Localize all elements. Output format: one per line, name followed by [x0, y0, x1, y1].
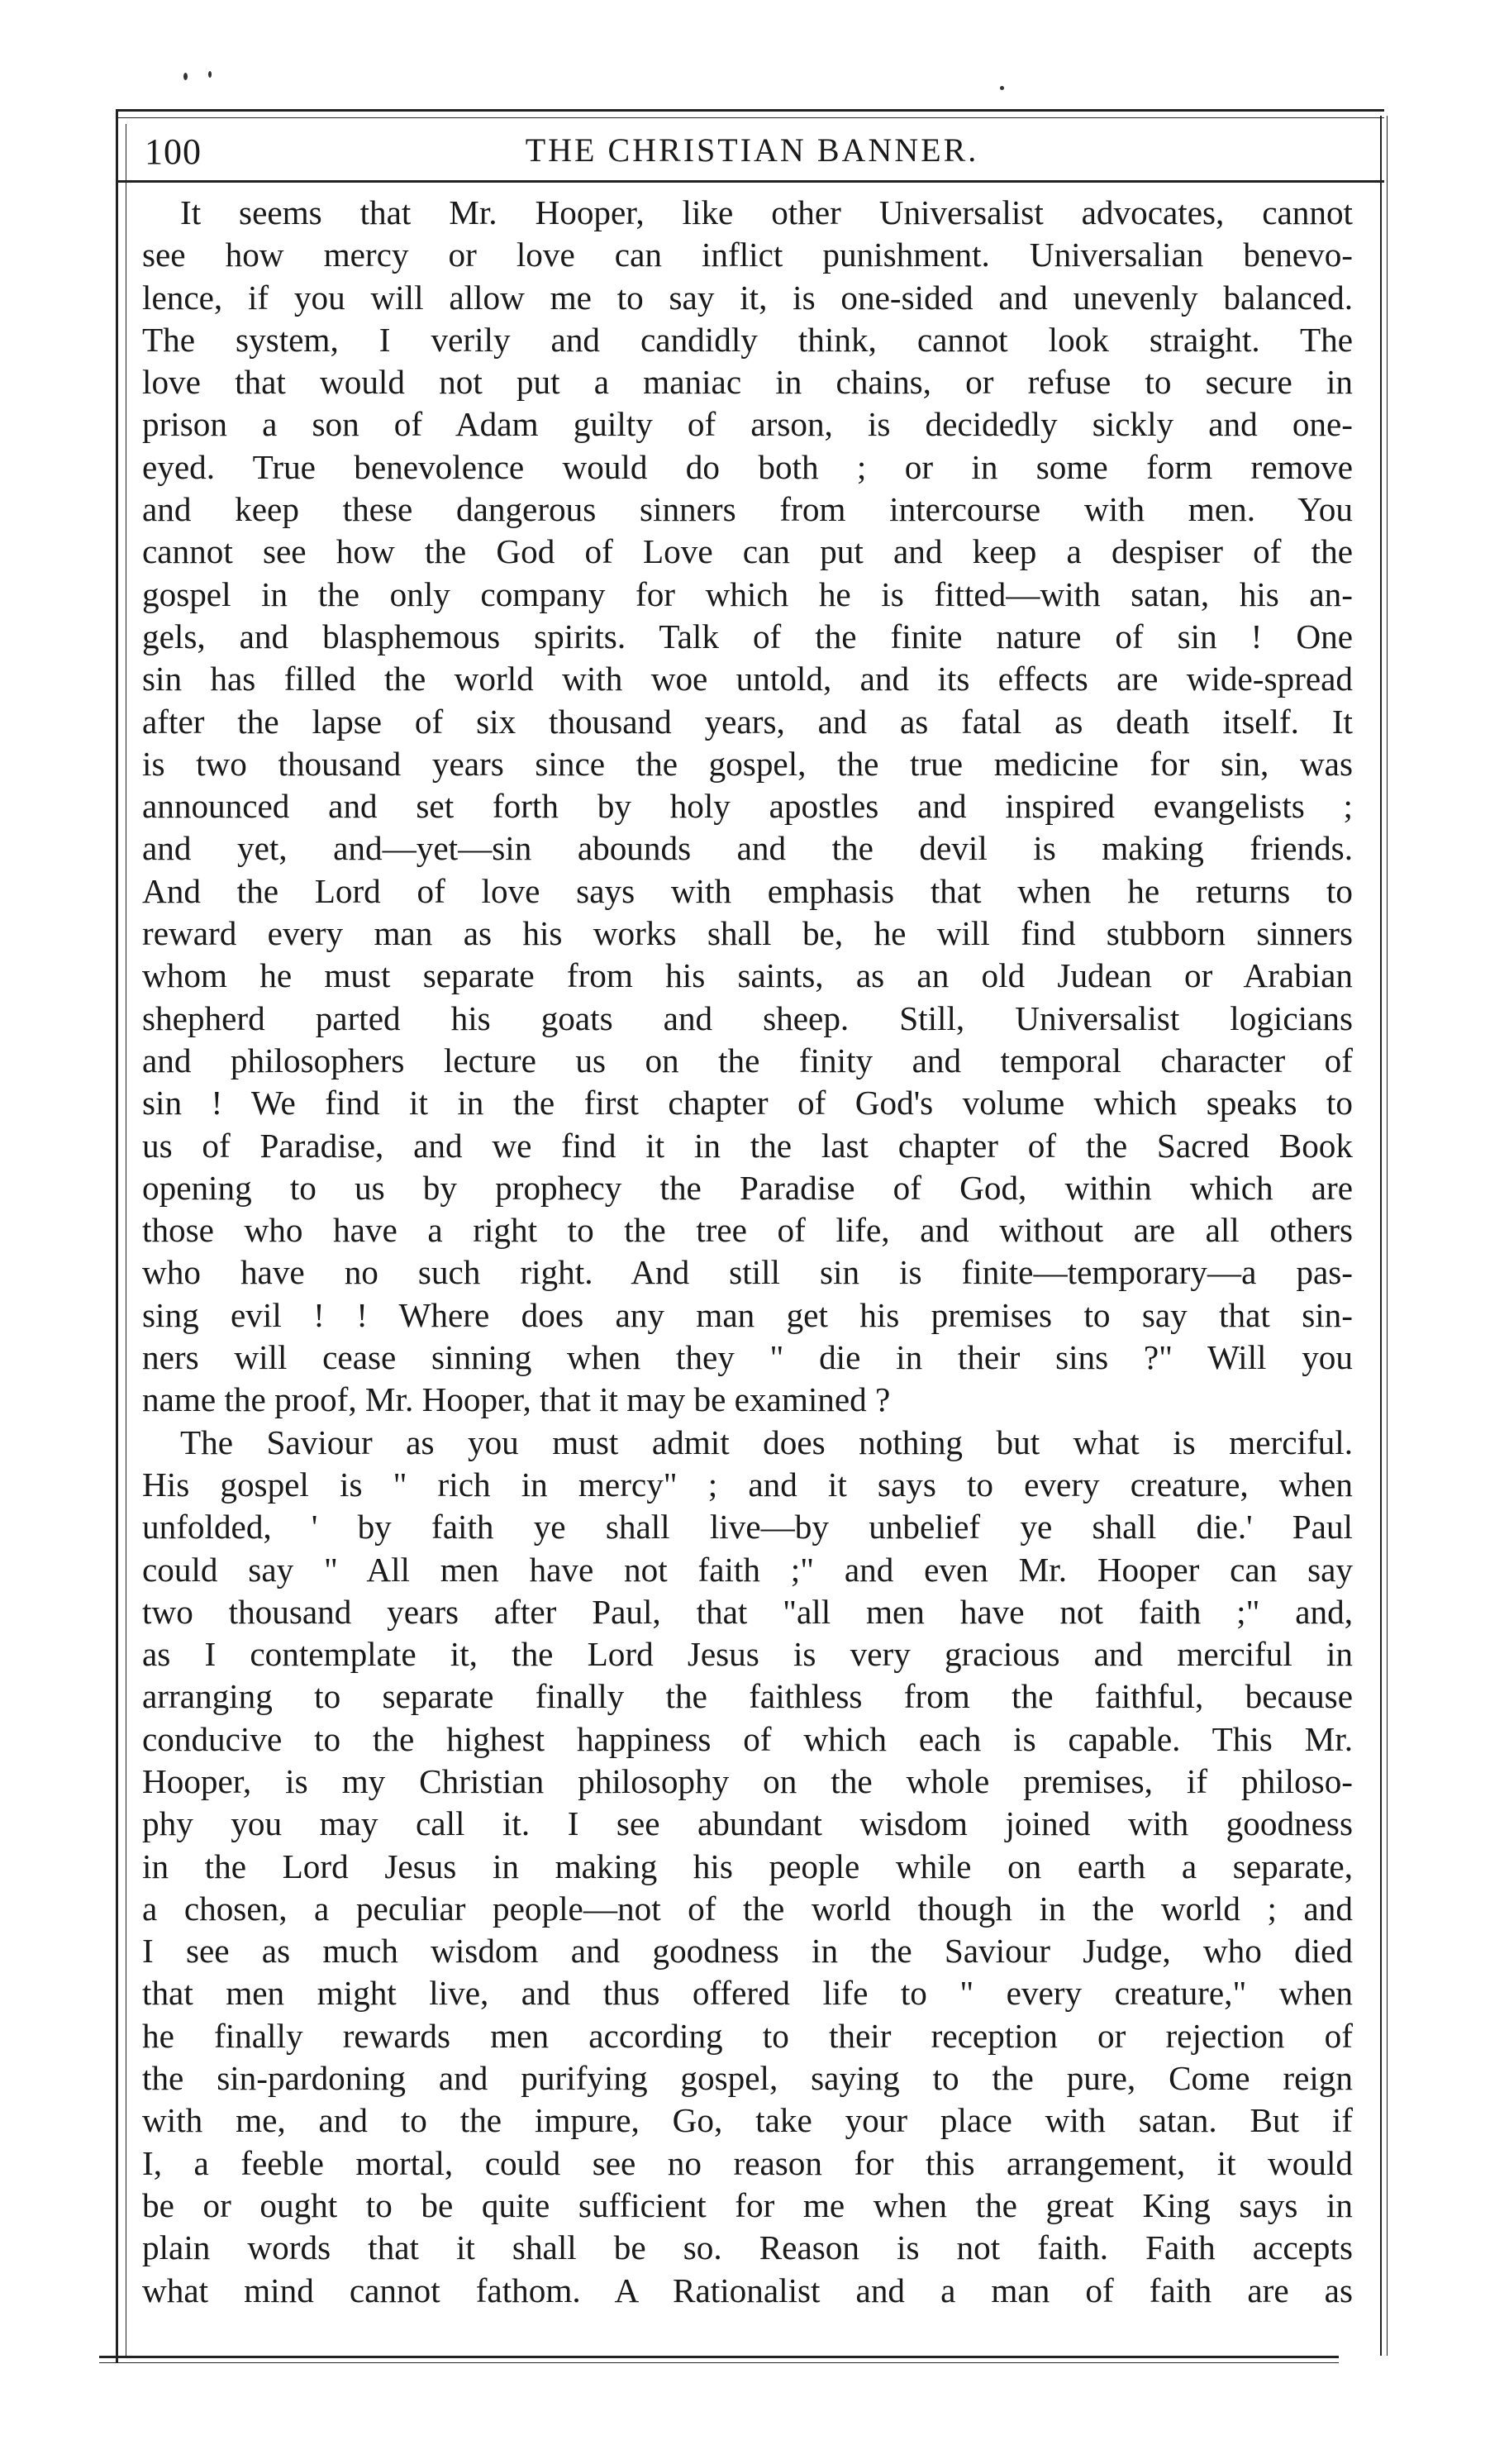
header-underline-rule [116, 180, 1384, 183]
text-line: he finally rewards men according to their reception or rejection of [142, 2016, 1353, 2055]
text-line: that men might live, and thus offered life to " every creature," when [142, 1974, 1353, 2013]
frame-right-rule-thin [1387, 116, 1388, 2356]
text-line: announced and set forth by holy apostles and inspired evangelists ; [142, 787, 1353, 826]
text-line: two thousand years after Paul, that "all men have not faith ;" and, [142, 1592, 1353, 1631]
text-line: gospel in the only company for which he is fitted—with satan, his an- [142, 574, 1353, 613]
text-line: name the proof, Mr. Hooper, that it may be examined ? [142, 1380, 891, 1419]
paragraph-2 [142, 1422, 1353, 2312]
frame-right-rule [1380, 116, 1382, 2356]
text-line: could say " All men have not faith ;" and even Mr. Hooper can say [142, 1550, 1353, 1589]
text-line: with me, and to the impure, Go, take your place with satan. But if [142, 2101, 1353, 2140]
text-line: as I contemplate it, the Lord Jesus is very gracious and merciful in [142, 1635, 1353, 1674]
text-line: arranging to separate finally the faithless from the faithful, because [142, 1677, 1353, 1716]
running-head-title: THE CHRISTIAN BANNER. [525, 131, 979, 169]
text-line: who have no such right. And still sin is finite—temporary—a pas- [142, 1253, 1353, 1292]
frame-bottom-rule [99, 2356, 1339, 2358]
text-line: see how mercy or love can inflict punishment. Universalian benevo- [142, 236, 1353, 274]
frame-top-rule [116, 109, 1384, 112]
text-line: us of Paradise, and we find it in the last chapter of the Sacred Book [142, 1126, 1353, 1165]
text-line: shepherd parted his goats and sheep. Still, Universalist logicians [142, 998, 1353, 1037]
article-body [142, 192, 1353, 2312]
page-number: 100 [145, 131, 202, 172]
frame-bottom-rule-thin [99, 2362, 1339, 2363]
text-line: whom he must separate from his saints, as an old Judean or Arabian [142, 956, 1353, 995]
text-line: phy you may call it. I see abundant wisdom joined with goodness [142, 1804, 1353, 1843]
text-line: opening to us by prophecy the Paradise of God, within which are [142, 1168, 1353, 1207]
text-line: conducive to the highest happiness of which each is capable. This Mr. [142, 1719, 1353, 1758]
text-line: cannot see how the God of Love can put and keep a despiser of the [142, 532, 1353, 571]
text-line: The Saviour as you must admit does nothing but what is merciful. [180, 1423, 1353, 1461]
running-header [136, 124, 1368, 174]
print-speck [1000, 86, 1004, 90]
text-line: plain words that it shall be so. Reason is not faith. Faith accepts [142, 2228, 1353, 2267]
text-line: the sin-pardoning and purifying gospel, saying to the pure, Come reign [142, 2059, 1353, 2098]
text-line: and keep these dangerous sinners from intercourse with men. You [142, 490, 1353, 529]
paragraph-1 [142, 192, 1353, 1422]
text-line: eyed. True benevolence would do both ; or in some form remove [142, 447, 1353, 486]
text-line: after the lapse of six thousand years, and as fatal as death itself. It [142, 702, 1353, 741]
text-line: what mind cannot fathom. A Rationalist and a man of faith are as [142, 2271, 1353, 2309]
text-line: is two thousand years since the gospel, the true medicine for sin, was [142, 744, 1353, 783]
text-line: And the Lord of love says with emphasis that when he returns to [142, 871, 1353, 910]
print-speck [208, 71, 212, 78]
text-line: lence, if you will allow me to say it, is one-sided and unevenly balanced. [142, 278, 1353, 317]
text-line: The system, I verily and candidly think, cannot look straight. The [142, 320, 1353, 359]
text-line: unfolded, ' by faith ye shall live—by unbelief ye shall die.' Paul [142, 1508, 1353, 1547]
text-line: prison a son of Adam guilty of arson, is decidedly sickly and one- [142, 405, 1353, 444]
text-line: love that would not put a maniac in chains, or refuse to secure in [142, 363, 1353, 402]
text-line: in the Lord Jesus in making his people while on earth a separate, [142, 1847, 1353, 1885]
text-line: reward every man as his works shall be, he will find stubborn sinners [142, 914, 1353, 953]
text-line: and yet, and—yet—sin abounds and the devil is making friends. [142, 829, 1353, 868]
text-line: those who have a right to the tree of life, and without are all others [142, 1211, 1353, 1250]
frame-left-rule [116, 109, 118, 2362]
text-line: It seems that Mr. Hooper, like other Universalist advocates, cannot [180, 193, 1353, 231]
frame-top-rule-thin [116, 117, 1384, 118]
text-line: be or ought to be quite sufficient for me when the great King says in [142, 2185, 1353, 2224]
text-line: sin has filled the world with woe untold, and its effects are wide-spread [142, 660, 1353, 698]
text-line: and philosophers lecture us on the finity and temporal character of [142, 1041, 1353, 1079]
text-line: sin ! We find it in the first chapter of God's volume which speaks to [142, 1084, 1353, 1122]
text-line: gels, and blasphemous spirits. Talk of the finite nature of sin ! One [142, 617, 1353, 655]
text-line: sing evil ! ! Where does any man get his premises to say that sin- [142, 1295, 1353, 1334]
text-line: Hooper, is my Christian philosophy on the whole premises, if philoso- [142, 1761, 1353, 1800]
text-line: His gospel is " rich in mercy" ; and it says to every creature, when [142, 1465, 1353, 1504]
print-speck [183, 73, 188, 80]
text-line: I see as much wisdom and goodness in the Saviour Judge, who died [142, 1932, 1353, 1971]
text-line: ners will cease sinning when they " die in their sins ?" Will you [142, 1338, 1353, 1377]
text-line: a chosen, a peculiar people—not of the world though in the world ; and [142, 1889, 1353, 1928]
text-line: I, a feeble mortal, could see no reason for this arrangement, it would [142, 2143, 1353, 2182]
